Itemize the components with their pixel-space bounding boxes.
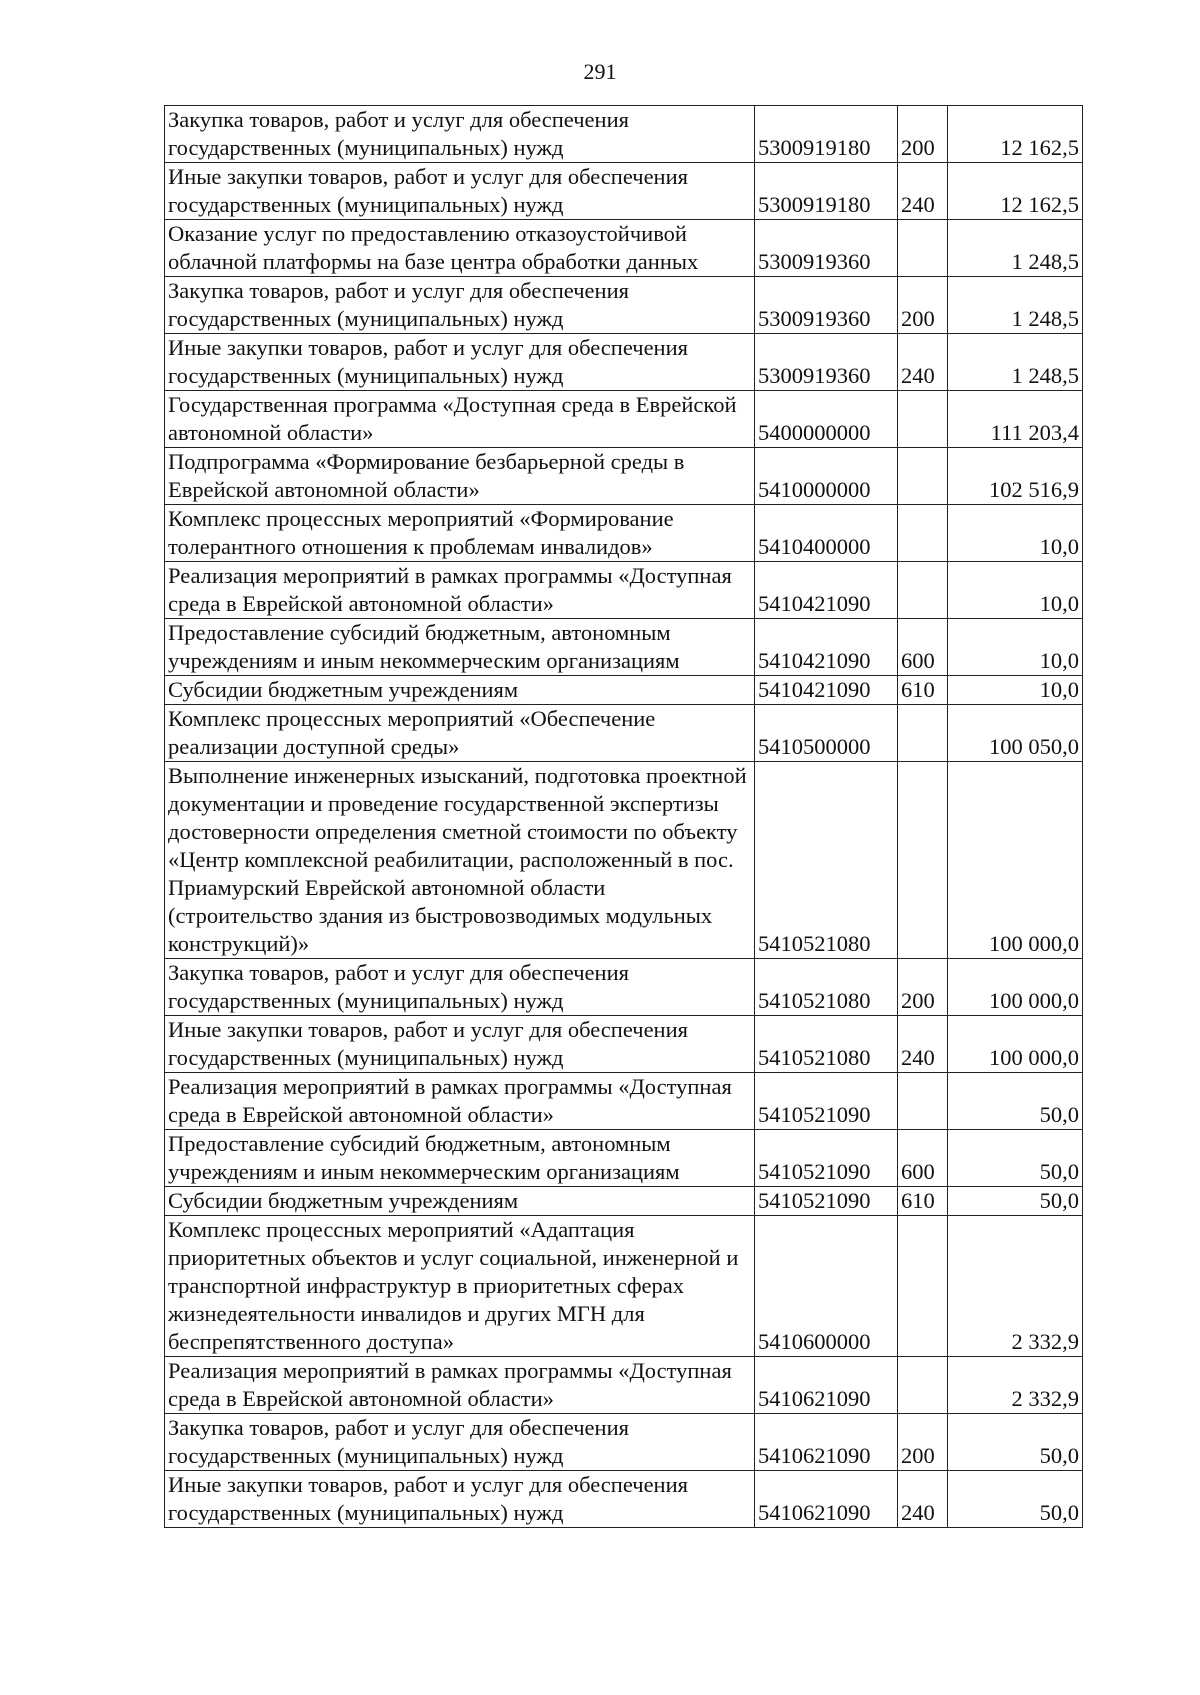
table-row	[165, 705, 1083, 762]
table-row	[165, 505, 1083, 562]
table-row	[165, 448, 1083, 505]
row-amount: 50,0	[948, 1414, 1083, 1471]
row-amount: 1 248,5	[948, 220, 1083, 277]
row-expense-type: 600	[898, 619, 948, 676]
row-target-code: 5300919360	[755, 220, 898, 277]
row-name: Субсидии бюджетным учреждениям	[165, 1187, 755, 1216]
table-row	[165, 277, 1083, 334]
row-target-code: 5410621090	[755, 1471, 898, 1528]
row-name: Комплекс процессных мероприятий «Обеспечение реализации доступной среды»	[165, 705, 755, 762]
row-expense-type	[898, 1357, 948, 1414]
row-target-code: 5400000000	[755, 391, 898, 448]
row-name: Комплекс процессных мероприятий «Формирование толерантного отношения к проблемам инвалидов»	[165, 505, 755, 562]
row-expense-type: 610	[898, 1187, 948, 1216]
row-name: Субсидии бюджетным учреждениям	[165, 676, 755, 705]
row-expense-type: 200	[898, 1414, 948, 1471]
table-row	[165, 1073, 1083, 1130]
row-name: Реализация мероприятий в рамках программы «Доступная среда в Еврейской автономной области»	[165, 1073, 755, 1130]
row-target-code: 5410000000	[755, 448, 898, 505]
row-amount: 2 332,9	[948, 1216, 1083, 1357]
row-target-code: 5300919180	[755, 106, 898, 163]
table-row	[165, 220, 1083, 277]
row-target-code: 5300919180	[755, 163, 898, 220]
table-row	[165, 562, 1083, 619]
table-row	[165, 1130, 1083, 1187]
row-expense-type	[898, 705, 948, 762]
row-target-code: 5410621090	[755, 1414, 898, 1471]
row-expense-type	[898, 762, 948, 959]
row-name: Реализация мероприятий в рамках программы «Доступная среда в Еврейской автономной области»	[165, 1357, 755, 1414]
row-name: Оказание услуг по предоставлению отказоустойчивой облачной платформы на базе центра обработки данных	[165, 220, 755, 277]
row-target-code: 5410500000	[755, 705, 898, 762]
row-name: Иные закупки товаров, работ и услуг для обеспечения государственных (муниципальных) нужд	[165, 334, 755, 391]
row-target-code: 5300919360	[755, 334, 898, 391]
row-amount: 10,0	[948, 676, 1083, 705]
row-target-code: 5410521090	[755, 1073, 898, 1130]
row-expense-type: 600	[898, 1130, 948, 1187]
row-expense-type	[898, 1073, 948, 1130]
row-amount: 12 162,5	[948, 163, 1083, 220]
table-row	[165, 676, 1083, 705]
table-row	[165, 391, 1083, 448]
table-row	[165, 334, 1083, 391]
row-name: Иные закупки товаров, работ и услуг для обеспечения государственных (муниципальных) нужд	[165, 163, 755, 220]
row-expense-type	[898, 391, 948, 448]
row-name: Реализация мероприятий в рамках программы «Доступная среда в Еврейской автономной области»	[165, 562, 755, 619]
table-row	[165, 1414, 1083, 1471]
row-target-code: 5410421090	[755, 619, 898, 676]
row-amount: 12 162,5	[948, 106, 1083, 163]
row-name: Подпрограмма «Формирование безбарьерной среды в Еврейской автономной области»	[165, 448, 755, 505]
table-row	[165, 619, 1083, 676]
row-name: Закупка товаров, работ и услуг для обеспечения государственных (муниципальных) нужд	[165, 106, 755, 163]
row-amount: 2 332,9	[948, 1357, 1083, 1414]
row-expense-type: 240	[898, 1016, 948, 1073]
row-target-code: 5410521080	[755, 762, 898, 959]
row-target-code: 5410400000	[755, 505, 898, 562]
row-name: Закупка товаров, работ и услуг для обеспечения государственных (муниципальных) нужд	[165, 277, 755, 334]
page-number: 291	[583, 59, 617, 84]
table-row	[165, 163, 1083, 220]
row-name: Закупка товаров, работ и услуг для обеспечения государственных (муниципальных) нужд	[165, 959, 755, 1016]
row-amount: 10,0	[948, 619, 1083, 676]
row-amount: 1 248,5	[948, 334, 1083, 391]
row-expense-type: 200	[898, 277, 948, 334]
table-row	[165, 1187, 1083, 1216]
row-name: Комплекс процессных мероприятий «Адаптация приоритетных объектов и услуг социальной, инженерной и транспортной инфраструктур в приоритетных сферах жизнедеятельности инвалидов и других МГН для беспрепятственного доступа»	[165, 1216, 755, 1357]
budget-table-body	[165, 106, 1083, 1528]
row-target-code: 5410521090	[755, 1187, 898, 1216]
row-target-code: 5410521080	[755, 1016, 898, 1073]
table-row	[165, 959, 1083, 1016]
row-amount: 50,0	[948, 1073, 1083, 1130]
row-expense-type: 200	[898, 959, 948, 1016]
row-target-code: 5300919360	[755, 277, 898, 334]
row-amount: 111 203,4	[948, 391, 1083, 448]
table-row	[165, 1216, 1083, 1357]
table-row	[165, 1357, 1083, 1414]
row-target-code: 5410421090	[755, 676, 898, 705]
row-name: Закупка товаров, работ и услуг для обеспечения государственных (муниципальных) нужд	[165, 1414, 755, 1471]
row-amount: 102 516,9	[948, 448, 1083, 505]
table-row	[165, 106, 1083, 163]
row-expense-type: 240	[898, 163, 948, 220]
row-expense-type: 200	[898, 106, 948, 163]
row-expense-type: 240	[898, 1471, 948, 1528]
table-row	[165, 762, 1083, 959]
row-name: Государственная программа «Доступная среда в Еврейской автономной области»	[165, 391, 755, 448]
row-expense-type	[898, 448, 948, 505]
row-amount: 50,0	[948, 1130, 1083, 1187]
row-amount: 100 000,0	[948, 762, 1083, 959]
table-row	[165, 1471, 1083, 1528]
row-target-code: 5410600000	[755, 1216, 898, 1357]
row-expense-type	[898, 562, 948, 619]
row-target-code: 5410421090	[755, 562, 898, 619]
row-amount: 1 248,5	[948, 277, 1083, 334]
row-name: Выполнение инженерных изысканий, подготовка проектной документации и проведение государственной экспертизы достоверности определения сметной стоимости по объекту «Центр комплексной реабилитации, расположенный в пос. Приамурский Еврейской автономной области (строительство здания из быстровозводимых модульных конструкций)»	[165, 762, 755, 959]
row-target-code: 5410521090	[755, 1130, 898, 1187]
row-amount: 10,0	[948, 562, 1083, 619]
row-expense-type: 610	[898, 676, 948, 705]
row-name: Предоставление субсидий бюджетным, автономным учреждениям и иным некоммерческим организациям	[165, 1130, 755, 1187]
row-amount: 50,0	[948, 1471, 1083, 1528]
budget-table	[164, 105, 1083, 1528]
row-name: Иные закупки товаров, работ и услуг для обеспечения государственных (муниципальных) нужд	[165, 1016, 755, 1073]
row-expense-type: 240	[898, 334, 948, 391]
row-amount: 10,0	[948, 505, 1083, 562]
table-row	[165, 1016, 1083, 1073]
row-expense-type	[898, 505, 948, 562]
row-expense-type	[898, 1216, 948, 1357]
row-target-code: 5410621090	[755, 1357, 898, 1414]
row-amount: 100 000,0	[948, 1016, 1083, 1073]
row-amount: 50,0	[948, 1187, 1083, 1216]
row-amount: 100 000,0	[948, 959, 1083, 1016]
row-amount: 100 050,0	[948, 705, 1083, 762]
row-expense-type	[898, 220, 948, 277]
row-name: Предоставление субсидий бюджетным, автономным учреждениям и иным некоммерческим организациям	[165, 619, 755, 676]
row-name: Иные закупки товаров, работ и услуг для обеспечения государственных (муниципальных) нужд	[165, 1471, 755, 1528]
row-target-code: 5410521080	[755, 959, 898, 1016]
